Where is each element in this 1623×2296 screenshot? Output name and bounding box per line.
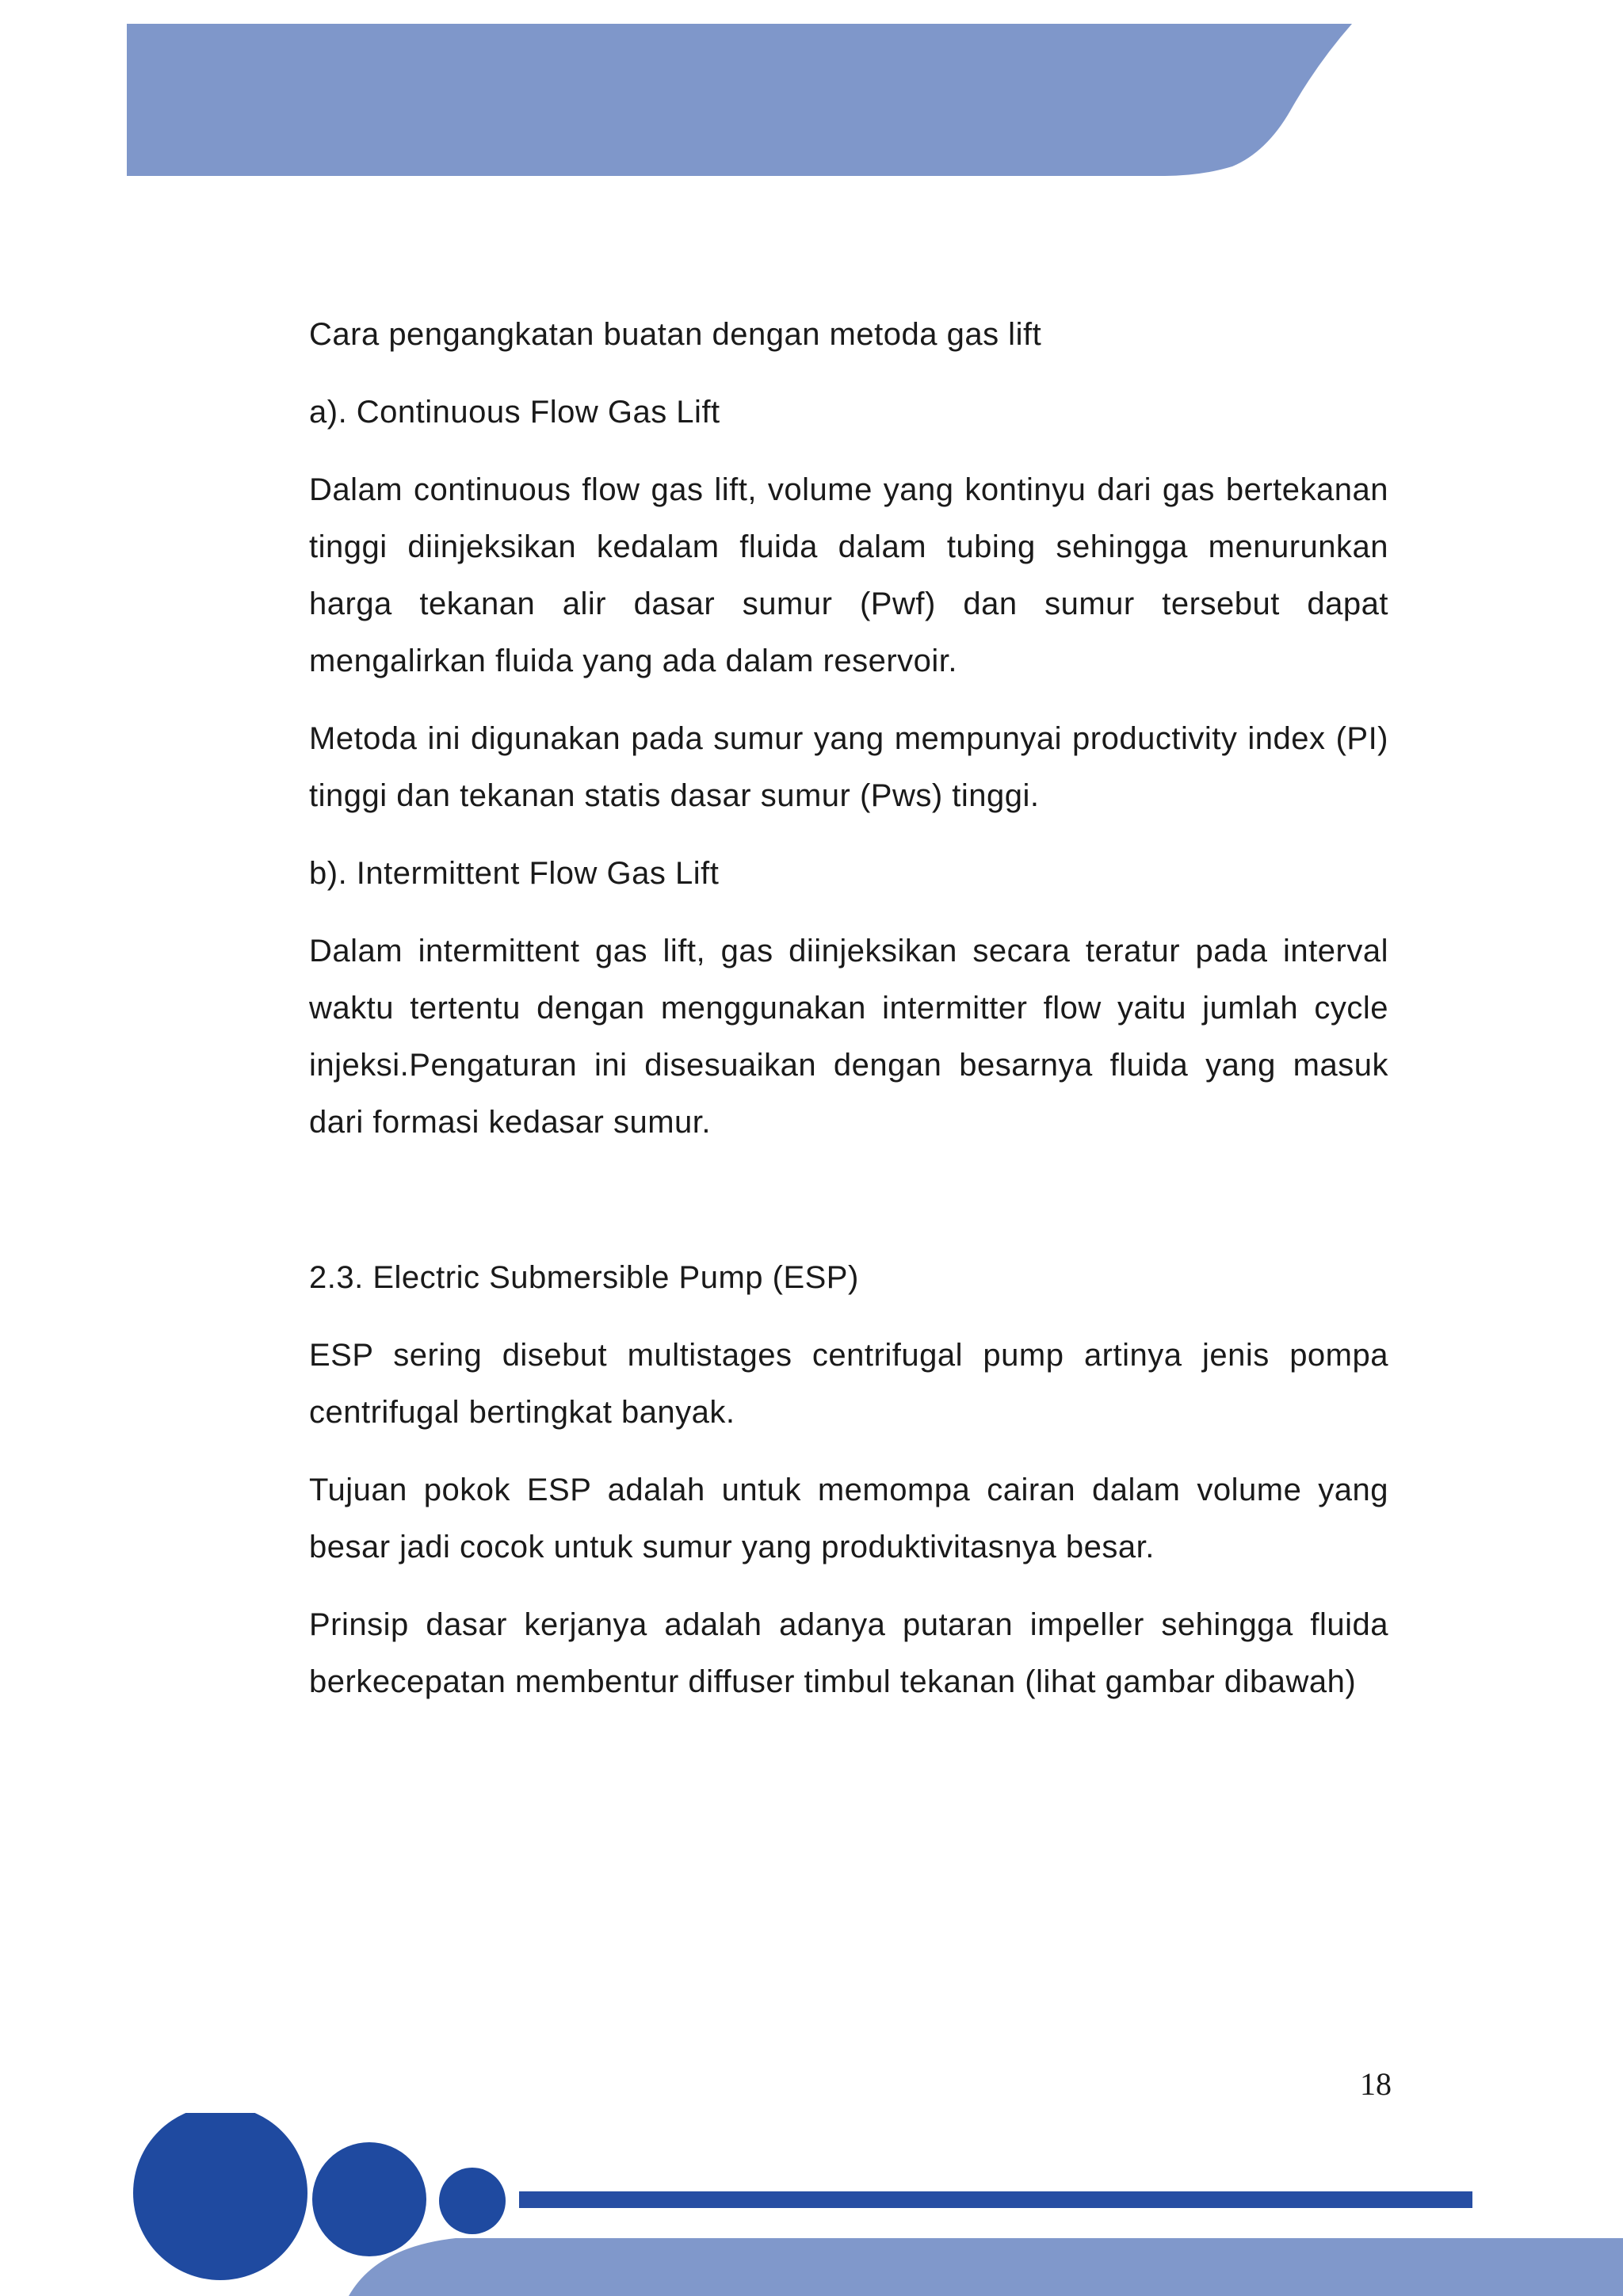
page-number: 18 bbox=[1360, 2066, 1392, 2102]
small-circle bbox=[439, 2168, 506, 2234]
paragraph-intermittent-flow: Dalam intermittent gas lift, gas diinjeksikan secara teratur pada interval waktu tertentu dengan menggunakan intermitter flow yaitu jumlah cycle injeksi.Pengaturan ini disesuaikan dengan besarnya fluida yang masuk dari formasi kedasar sumur. bbox=[309, 934, 1388, 1140]
intro-line: Cara pengangkatan buatan dengan metoda gas lift bbox=[309, 317, 1042, 352]
medium-circle bbox=[312, 2142, 426, 2256]
paragraph-continuous-flow-usage: Metoda ini digunakan pada sumur yang mempunyai productivity index (PI) tinggi dan tekanan statis dasar sumur (Pws) tinggi. bbox=[309, 721, 1388, 813]
large-circle bbox=[133, 2106, 307, 2280]
paragraph-esp-definition: ESP sering disebut multistages centrifugal pump artinya jenis pompa centrifugal bertingkat banyak. bbox=[309, 1338, 1388, 1430]
paragraph-esp-principle: Prinsip dasar kerjanya adalah adanya putaran impeller sehingga fluida berkecepatan membentur diffuser timbul tekanan (lihat gambar dibawah) bbox=[309, 1607, 1388, 1699]
paragraph-continuous-flow: Dalam continuous flow gas lift, volume yang kontinyu dari gas bertekanan tinggi diinjeksikan kedalam fluida dalam tubing sehingga menurunkan harga tekanan alir dasar sumur (Pwf) dan sumur tersebut dapat mengalirkan fluida yang ada dalam reservoir. bbox=[309, 472, 1388, 678]
document-body bbox=[309, 306, 1388, 1710]
circle-cap bbox=[133, 2105, 307, 2113]
header-band bbox=[127, 24, 1352, 176]
subheading-continuous-flow: a). Continuous Flow Gas Lift bbox=[309, 395, 720, 430]
footer-band bbox=[349, 2238, 1623, 2296]
paragraph-esp-purpose: Tujuan pokok ESP adalah untuk memompa cairan dalam volume yang besar jadi cocok untuk sumur yang produktivitasnya besar. bbox=[309, 1473, 1388, 1564]
subheading-intermittent-flow: b). Intermittent Flow Gas Lift bbox=[309, 856, 720, 891]
footer-line bbox=[519, 2191, 1472, 2208]
section-heading-esp: 2.3. Electric Submersible Pump (ESP) bbox=[309, 1260, 859, 1295]
